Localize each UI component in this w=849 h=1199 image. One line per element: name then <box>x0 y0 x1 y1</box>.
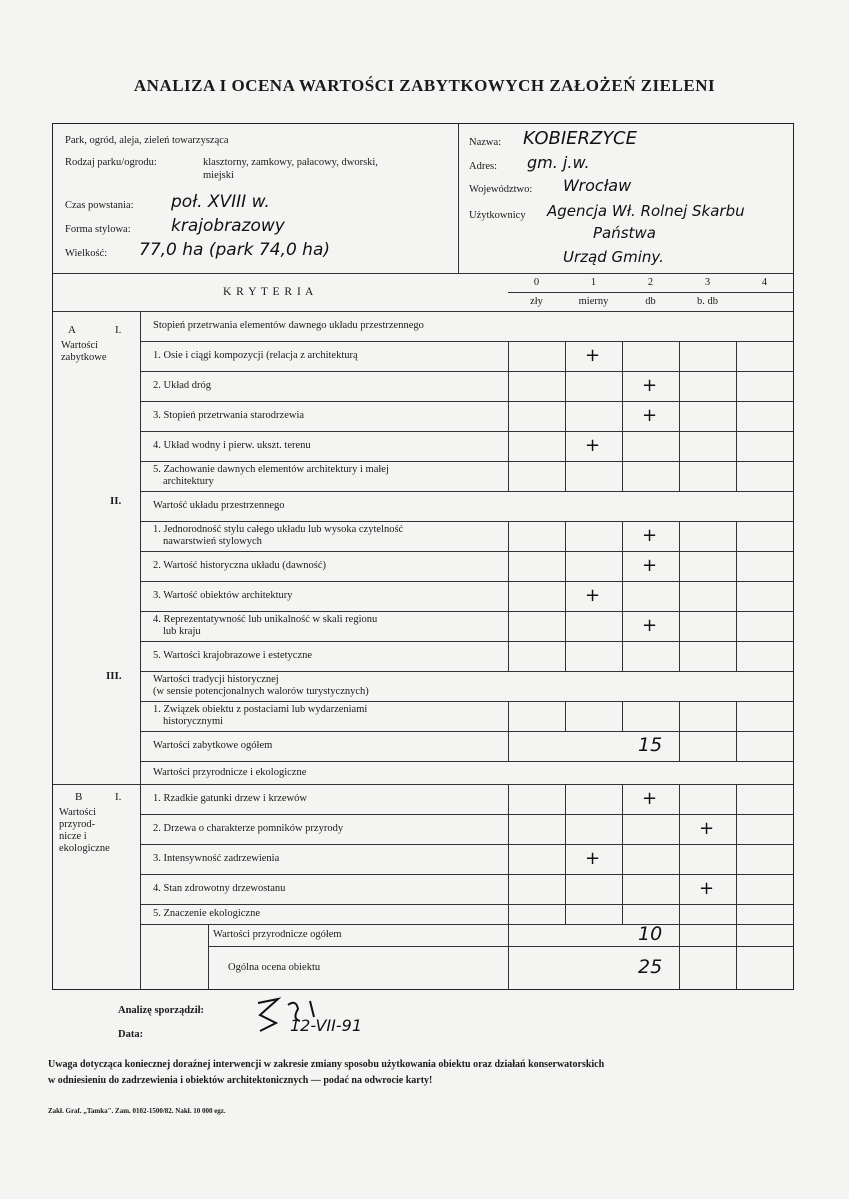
printer-info: Zakł. Graf. „Tamka". Zam. 0102-1500/82. Nakł. 10 000 egz. <box>48 1107 226 1115</box>
grid-line <box>565 814 566 844</box>
grid-line <box>508 431 509 461</box>
assessment-form <box>52 123 794 990</box>
grid-line <box>736 521 737 551</box>
grid-line <box>622 371 623 401</box>
check-mark: + <box>585 585 601 606</box>
section-b-name-3: nicze i <box>59 831 87 842</box>
grid-line <box>736 946 737 989</box>
row-divider <box>208 946 793 947</box>
grid-line <box>565 844 566 874</box>
criterion-label: 5. Znaczenie ekologiczne <box>153 908 260 919</box>
grid-line <box>736 611 737 641</box>
grid-line <box>622 641 623 671</box>
grid-line <box>508 611 509 641</box>
grid-line <box>622 611 623 641</box>
section-a-name-2: zabytkowe <box>61 352 107 363</box>
wojewodztwo-label: Województwo: <box>469 184 533 195</box>
check-mark: + <box>642 615 658 636</box>
grid-line <box>679 521 680 551</box>
row-divider <box>140 521 793 522</box>
total-score: 25 <box>638 955 663 978</box>
section-a-ii: II. <box>110 495 122 507</box>
grid-line <box>679 461 680 491</box>
grid-line <box>736 814 737 844</box>
grid-line <box>679 431 680 461</box>
grid-line <box>508 401 509 431</box>
grid-line <box>679 946 680 989</box>
check-mark: + <box>585 435 601 456</box>
row-divider <box>140 551 793 552</box>
check-mark: + <box>585 345 601 366</box>
grid-line <box>622 461 623 491</box>
section-a-iii: III. <box>106 670 122 682</box>
row-divider <box>140 641 793 642</box>
adres-value: gm. j.w. <box>527 153 590 172</box>
col-2-number: 2 <box>647 277 654 288</box>
section-heading: Wartości przyrodnicze i ekologiczne <box>153 766 307 778</box>
col-1-name: mierny <box>578 296 609 307</box>
criterion-label: 1. Jednorodność stylu całego układu lub wysoka czytelność nawarstwień stylowych <box>153 524 404 547</box>
grid-line <box>679 874 680 904</box>
total-score: 10 <box>638 923 663 945</box>
analize-label: Analizę sporządził: <box>118 1005 205 1016</box>
grid-line <box>679 731 680 761</box>
grid-line <box>508 641 509 671</box>
criterion-label: 2. Drzewa o charakterze pomników przyrody <box>153 823 344 834</box>
row-divider <box>140 761 793 762</box>
grid-line <box>622 814 623 844</box>
note-line-2: w odniesieniu do zadrzewienia i obiektów architektonicznych — podać na odwrocie karty! <box>48 1075 433 1086</box>
grid-line <box>508 701 509 731</box>
col-1-number: 1 <box>590 277 597 288</box>
grid-line <box>679 814 680 844</box>
grid-line <box>565 641 566 671</box>
criterion-label: 3. Wartość obiektów architektury <box>153 590 293 601</box>
criterion-label: 4. Stan zdrowotny drzewostanu <box>153 883 286 894</box>
forma-label: Forma stylowa: <box>65 224 131 235</box>
row-divider <box>140 611 793 612</box>
row-divider <box>140 491 793 492</box>
criterion-label: 2. Układ dróg <box>153 380 212 391</box>
grid-line <box>622 551 623 581</box>
czas-label: Czas powstania: <box>65 200 134 211</box>
uzytkownicy-value-3: Urząd Gminy. <box>563 248 664 266</box>
grid-line <box>679 581 680 611</box>
section-b-name-4: ekologiczne <box>59 843 110 854</box>
uzytkownicy-label: Użytkownicy <box>469 210 526 221</box>
check-mark: + <box>642 555 658 576</box>
uzytkownicy-value-1: Agencja Wł. Rolnej Skarbu <box>547 202 745 220</box>
grid-line <box>565 784 566 814</box>
section-b-name-2: przyrod- <box>59 819 96 830</box>
col-2-name: db <box>645 296 656 307</box>
grid-line <box>679 641 680 671</box>
grid-line <box>679 401 680 431</box>
check-mark: + <box>642 405 658 426</box>
grid-line <box>565 401 566 431</box>
total-score: 15 <box>638 734 663 756</box>
czas-value: poł. XVIII w. <box>171 192 270 212</box>
grid-line <box>736 924 737 946</box>
row-divider <box>140 814 793 815</box>
row-divider <box>140 671 793 672</box>
grid-line <box>622 874 623 904</box>
header-divider <box>458 124 459 273</box>
grid-line <box>736 551 737 581</box>
grid-line <box>508 784 509 814</box>
grid-line <box>508 731 509 761</box>
grid-line <box>565 701 566 731</box>
row-divider <box>140 904 793 905</box>
section-a-i: I. <box>115 324 122 336</box>
grid-line <box>565 551 566 581</box>
grid-line <box>736 371 737 401</box>
check-mark: + <box>642 788 658 809</box>
grid-line <box>736 731 737 761</box>
criterion-label: 1. Osie i ciągi kompozycji (relacja z architekturą <box>153 350 358 361</box>
criterion-label: 1. Związek obiektu z postaciami lub wydarzeniami historycznymi <box>153 704 368 727</box>
grid-line <box>736 874 737 904</box>
col-3-number: 3 <box>704 277 711 288</box>
row-divider <box>140 701 793 702</box>
criterion-label: 1. Rzadkie gatunki drzew i krzewów <box>153 793 307 804</box>
section-heading: Wartość układu przestrzennego <box>153 500 285 511</box>
rodzaj-options: klasztorny, zamkowy, pałacowy, dworski, <box>203 157 378 168</box>
grid-line <box>508 341 509 371</box>
grid-line <box>208 924 209 946</box>
grid-line <box>565 581 566 611</box>
grid-line <box>565 611 566 641</box>
rodzaj-options-2: miejski <box>203 170 234 181</box>
criterion-label: 4. Układ wodny i pierw. ukszt. terenu <box>153 440 311 451</box>
grid-line <box>679 341 680 371</box>
grid-line <box>508 814 509 844</box>
wielkosc-value: 77,0 ha (park 74,0 ha) <box>139 240 331 260</box>
col-4-number: 4 <box>761 277 768 288</box>
row-divider <box>140 581 793 582</box>
grid-line <box>565 371 566 401</box>
check-mark: + <box>699 878 715 899</box>
grid-line <box>508 461 509 491</box>
grid-line <box>736 461 737 491</box>
grid-line <box>679 701 680 731</box>
grid-line <box>622 844 623 874</box>
row-divider <box>140 431 793 432</box>
row-divider <box>140 784 793 785</box>
grid-line <box>736 341 737 371</box>
section-a-name: Wartości <box>61 340 99 351</box>
grid-line <box>622 341 623 371</box>
grid-line <box>565 461 566 491</box>
check-mark: + <box>699 818 715 839</box>
grid-line <box>736 431 737 461</box>
grid-line <box>565 874 566 904</box>
section-b: B <box>75 791 83 803</box>
grid-line <box>622 521 623 551</box>
grid-line <box>679 784 680 814</box>
check-mark: + <box>585 848 601 869</box>
grid-line <box>508 551 509 581</box>
wielkosc-label: Wielkość: <box>65 248 108 259</box>
total-label: Wartości przyrodnicze ogółem <box>213 929 342 940</box>
total-label: Ogólna ocena obiektu <box>228 961 321 973</box>
forma-value: krajobrazowy <box>171 216 285 236</box>
grid-line <box>622 581 623 611</box>
nazwa-label: Nazwa: <box>469 137 502 148</box>
row-divider <box>140 924 793 925</box>
grid-line <box>508 581 509 611</box>
row-divider <box>140 874 793 875</box>
check-mark: + <box>642 525 658 546</box>
grid-line <box>508 844 509 874</box>
col-3-name: b. db <box>697 296 718 307</box>
date-value: 12-VII-91 <box>290 1016 362 1035</box>
rodzaj-label: Rodzaj parku/ogrodu: <box>65 157 157 168</box>
criterion-label: 2. Wartość historyczna układu (dawność) <box>153 560 327 571</box>
grid-line <box>565 521 566 551</box>
wojewodztwo-value: Wrocław <box>563 176 632 195</box>
grid-line <box>736 581 737 611</box>
data-label: Data: <box>118 1029 144 1040</box>
grid-line <box>622 701 623 731</box>
section-b-name-1: Wartości <box>59 807 97 818</box>
grid-line <box>565 904 566 924</box>
grid-line <box>679 371 680 401</box>
nazwa-value: KOBIERZYCE <box>523 128 637 149</box>
grid-line <box>736 784 737 814</box>
col-0-name: zły <box>530 296 543 307</box>
grid-line <box>622 784 623 814</box>
grid-line <box>679 904 680 924</box>
grid-line <box>622 904 623 924</box>
grid-line <box>622 401 623 431</box>
grid-line <box>736 904 737 924</box>
grid-line <box>736 641 737 671</box>
row-divider <box>140 731 793 732</box>
grid-line <box>736 401 737 431</box>
grid-line <box>208 946 209 989</box>
section-heading: Wartości tradycji historycznej (w sensie potencjonalnych walorów turystycznych) <box>153 674 369 697</box>
section-b-i: I. <box>115 791 122 803</box>
criteria-label: K R Y T E R I A <box>223 286 315 298</box>
row-divider <box>140 401 793 402</box>
grid-line <box>508 371 509 401</box>
grid-line <box>679 611 680 641</box>
row-divider <box>140 844 793 845</box>
grid-line <box>622 431 623 461</box>
criterion-label: 3. Stopień przetrwania starodrzewia <box>153 410 305 421</box>
grid-line <box>565 431 566 461</box>
page-title: ANALIZA I OCENA WARTOŚCI ZABYTKOWYCH ZAŁOŻEŃ ZIELENI <box>133 76 716 95</box>
note-line-1: Uwaga dotycząca koniecznej doraźnej interwencji w zakresie zmiany sposobu użytkowania obiektu oraz działań konserwatorskich <box>48 1059 605 1070</box>
section-heading: Stopień przetrwania elementów dawnego układu przestrzennego <box>153 320 424 331</box>
adres-label: Adres: <box>469 161 497 172</box>
row-divider <box>140 461 793 462</box>
grid-line <box>736 844 737 874</box>
uzytkownicy-value-2: Państwa <box>593 224 656 242</box>
grid-line <box>508 521 509 551</box>
check-mark: + <box>642 375 658 396</box>
criterion-label: 3. Intensywność zadrzewienia <box>153 853 280 864</box>
col-0-number: 0 <box>533 277 540 288</box>
section-a: A <box>68 324 76 336</box>
grid-line <box>679 924 680 946</box>
row-divider <box>140 341 793 342</box>
row-divider <box>140 371 793 372</box>
grid-line <box>679 844 680 874</box>
grid-line <box>736 701 737 731</box>
criterion-label: 4. Reprezentatywność lub unikalność w skali regionu lub kraju <box>153 614 378 637</box>
criterion-label: 5. Wartości krajobrazowe i estetyczne <box>153 650 313 661</box>
criterion-label: 5. Zachowanie dawnych elementów architektury i małej architektury <box>153 464 389 487</box>
park-label: Park, ogród, aleja, zieleń towarzysząca <box>65 135 229 146</box>
grid-line <box>508 874 509 904</box>
grid-line <box>679 551 680 581</box>
grid-line <box>508 904 509 924</box>
grid-line <box>565 341 566 371</box>
total-label: Wartości zabytkowe ogółem <box>153 740 273 751</box>
